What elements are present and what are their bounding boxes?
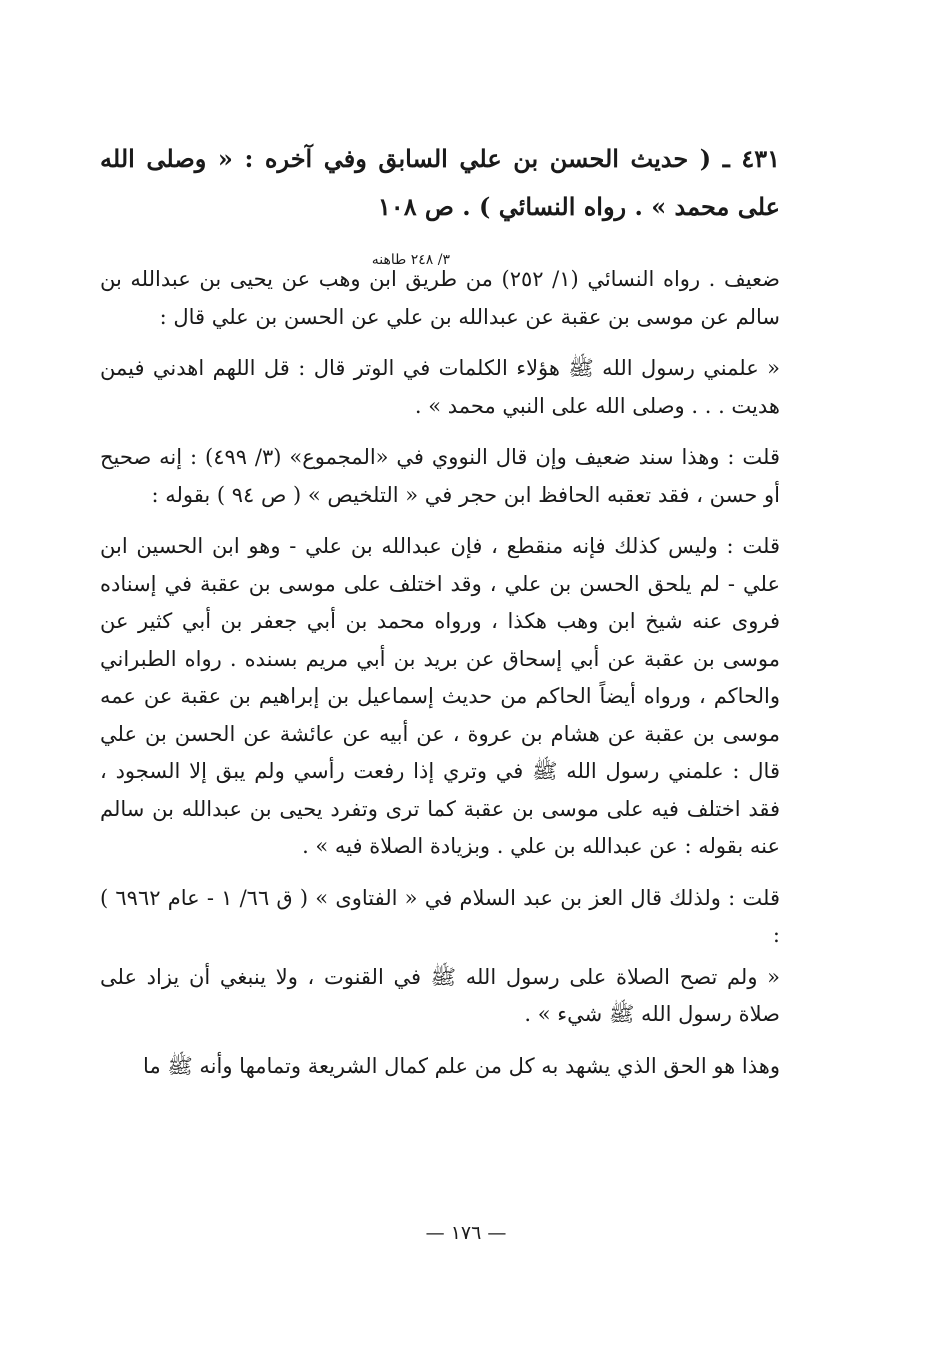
page-number: — ١٧٦ — — [425, 1222, 507, 1244]
paragraph-3: قلت : وهذا سند ضعيف وإن قال النووي في «المجموع» (٣/ ٤٩٩) : إنه صحيح أو حسن ، فقد تعقبه الحافظ ابن حجر في « التلخيص » ( ص ٩٤ ) بقوله : — [100, 445, 780, 507]
paragraph-1: ضعيف . رواه النسائي (١/ ٢٥٢) من طريق ابن وهب عن يحيى بن عبدالله بن سالم عن موسى بن عقبة عن عبدالله بن علي عن الحسن بن علي قال : — [100, 267, 780, 329]
paragraph-7: وهذا هو الحق الذي يشهد به كل من علم كمال الشريعة وتمامها وأنه ﷺ ما — [143, 1053, 780, 1078]
margin-annotation: ٣/ ٢٤٨ طاهنه — [371, 252, 450, 268]
page-body — [100, 135, 780, 1099]
paragraph-4: قلت : وليس كذلك فإنه منقطع ، فإن عبدالله بن علي - وهو ابن الحسين ابن علي - لم يلحق الحسن بن علي ، وقد اختلف على موسى بن عقبة في إسناده فروى عنه شيخ ابن وهب هكذا ، ورواه محمد بن أبي جعفر بن أبي كثير عن موسى بن عقبة عن أبي إسحاق عن بريد بن أبي مريم بسنده . رواه الطبراني والحاكم ، ورواه أيضاً الحاكم من حديث إسماعيل بن إبراهيم بن عقبة عن عمه موسى بن عقبة عن هشام بن عروة ، عن أبيه عن عائشة عن الحسن بن علي قال : علمني رسول الله ﷺ في وتري إذا رفعت رأسي ولم يبق إلا السجود ، فقد اختلف فيه على موسى بن عقبة كما ترى وتفرد يحيى بن عبدالله بن سالم عنه بقوله : عن عبدالله بن علي . وبزيادة الصلاة فيه » . — [100, 534, 780, 858]
hadith-heading: ٤٣١ ـ ( حديث الحسن بن علي السابق وفي آخره : « وصلى الله على محمد » . رواه النسائي ) . ص ١٠٨ — [100, 144, 780, 221]
paragraph-2: « علمني رسول الله ﷺ هؤلاء الكلمات في الوتر قال : قل اللهم اهدني فيمن هديت . . . وصلى الله على النبي محمد » . — [100, 356, 780, 418]
paragraph-5: قلت : ولذلك قال العز بن عبد السلام في « الفتاوى » ( ق ٦٦/ ١ - عام ٦٩٦٢ ) : — [100, 885, 780, 947]
paragraph-6: « ولم تصح الصلاة على رسول الله ﷺ في القنوت ، ولا ينبغي أن يزاد على صلاة رسول الله ﷺ شيء » . — [100, 964, 780, 1026]
